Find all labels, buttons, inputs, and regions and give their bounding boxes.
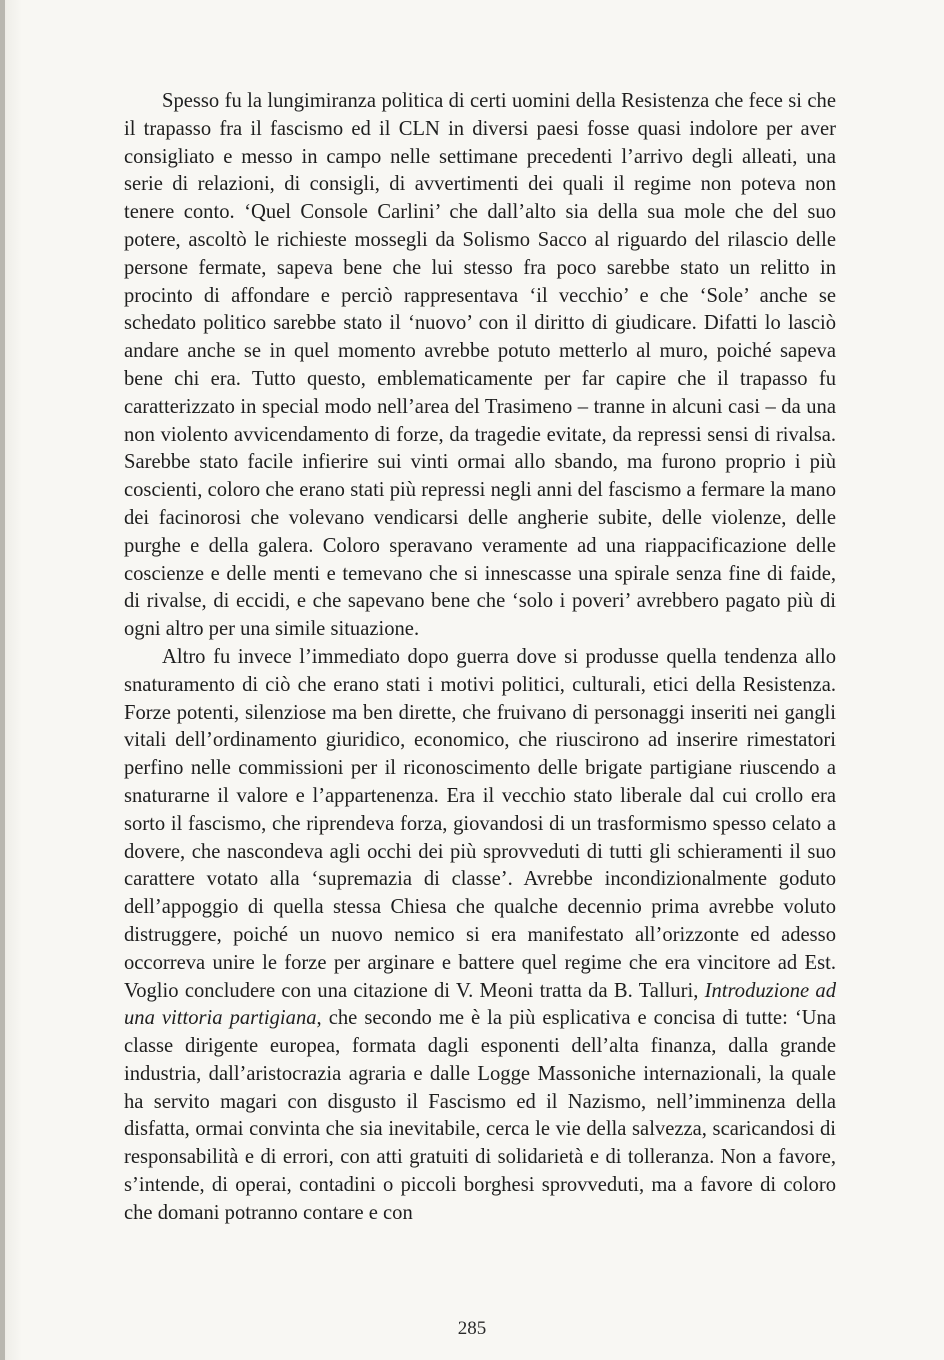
- page-edge-shadow: [0, 0, 5, 1360]
- paragraph-2-text-start: Altro fu invece l’immediato dopo guerra dove si produsse quella tendenza allo snaturamento di ciò che erano stati i motivi politici, culturali, etici della Resistenza. Forze potenti, silenziose ma ben dirette, che fruivano di personaggi inseriti nei gangli vitali dell’ordinamento giuridico, economico, che riuscirono ad inserire rimestatori perfino nelle commissioni per il riconoscimento delle brigate partigiane riuscendo a snaturarne il valore e l’appartenenza. Era il vecchio stato liberale dal cui crollo era sorto il fascismo, che riprendeva forza, giovandosi di un trasformismo spesso celato a dovere, che nascondeva agli occhi dei più sprovveduti di tutti gli schieramenti il suo carattere votato alla ‘supremazia di classe’. Avrebbe incondizionalmente goduto dell’appoggio di quella stessa Chiesa che qualche decennio prima avrebbe voluto distruggere, poiché un nuovo nemico si era manifestato all’orizzonte ed adesso occorreva unire le forze per arginare e battere quel regime che era vincitore ad Est. Voglio concludere con una citazione di V. Meoni tratta da B. Talluri,: [124, 645, 836, 1002]
- paragraph-2-text-end: , che secondo me è la più esplicativa e concisa di tutte: ‘Una classe dirigente europea, formata dagli esponenti dell’alta finanza, dalla grande industria, dall’aristocrazia agraria e dalle Logge Massoniche internazionali, la quale ha servito magari con disgusto il Fascismo ed il Nazismo, nell’imminenza della disfatta, ormai convinta che sia inevitabile, cerca le vie della salvezza, scaricandosi di responsabilità e di errori, con atti gratuiti di solidarietà e di tolleranza. Non a favore, s’intende, di operai, contadini o piccoli borghesi sprovveduti, ma a favore di coloro che domani potranno contare e con: [124, 1007, 836, 1224]
- paragraph-2: [124, 644, 836, 1228]
- book-title-italic: Introduzione ad una vittoria partigiana: [124, 979, 837, 1030]
- paragraph-1: Spesso fu la lungimiranza politica di certi uomini della Resistenza che fece si che il trapasso fra il fascismo ed il CLN in diversi paesi fosse quasi indolore per aver consigliato e messo in campo nelle settimane precedenti l’arrivo degli alleati, una serie di relazioni, di consigli, di avvertimenti dei quali il regime non poteva non tenere conto. ‘Quel Console Carlini’ che dall’alto sia della sua mole che del suo potere, ascoltò le richieste mossegli da Solismo Sacco al riguardo del rilascio delle persone fermate, sapeva bene che lui stesso fra poco sarebbe stato un relitto in procinto di affondare e perciò rappresentava ‘il vecchio’ e che ‘Sole’ anche se schedato politico sarebbe stato il ‘nuovo’ con il diritto di giudicare. Difatti lo lasciò andare anche se in quel momento avrebbe potuto metterlo al muro, poiché sapeva bene chi era. Tutto questo, emblematicamente per far capire che il trapasso fu caratterizzato in special modo nell’area del Trasimeno – tranne in alcuni casi – da una non violento avvicendamento di forze, da tragedie evitate, da repressi sensi di rivalsa. Sarebbe stato facile infierire sui vinti ormai allo sbando, ma furono proprio i più coscienti, coloro che erano stati più repressi negli anni del fascismo a fermare la mano dei facinorosi che volevano vendicarsi delle angherie subite, delle violenze, delle purghe e della galera. Coloro speravano veramente ad una riappacificazione delle coscienze e delle menti e temevano che si innescasse una spirale senza fine di faide, di rivalse, di eccidi, e che sapevano bene che ‘solo i poveri’ avrebbero pagato più di ogni altro per una simile situazione.: [124, 90, 836, 641]
- body-text: [124, 88, 836, 1228]
- page-number: 285: [457, 1318, 487, 1339]
